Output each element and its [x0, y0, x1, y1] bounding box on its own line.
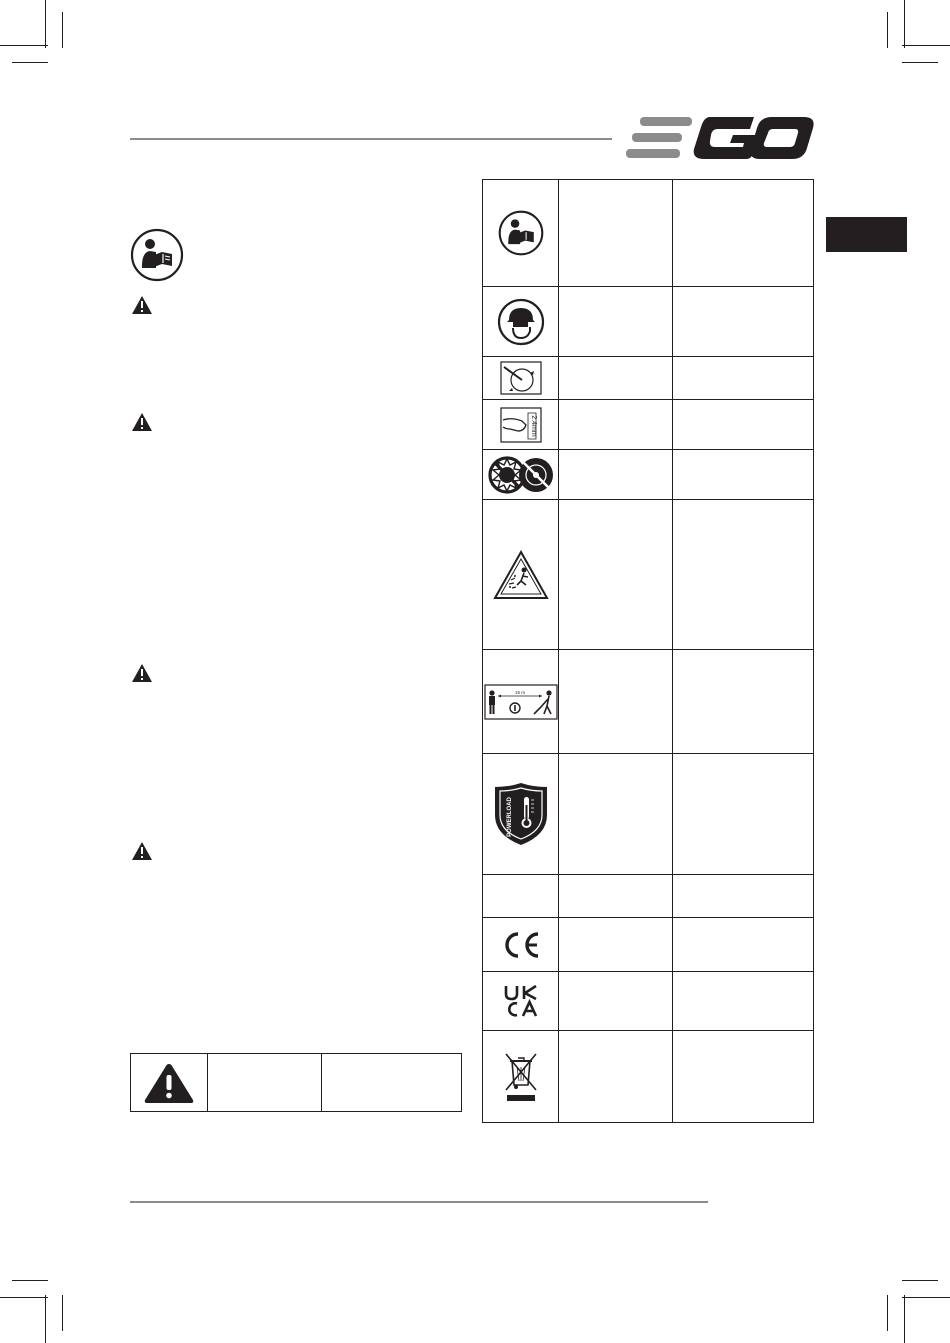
symbol-table — [482, 179, 814, 1123]
hazard-description — [322, 1054, 462, 1112]
head-eye-protection-icon — [483, 298, 558, 346]
table-row — [483, 357, 814, 400]
cutting-rotation-direction-icon — [483, 361, 558, 395]
warning-triangle-icon — [131, 663, 153, 683]
hazard-signal-word — [208, 1054, 322, 1112]
weee-crossed-bin-icon — [483, 1051, 558, 1103]
header-rule — [130, 138, 612, 140]
symbol-meaning — [673, 972, 814, 1031]
hazard-level-table — [130, 1053, 462, 1112]
symbol-meaning — [673, 400, 814, 450]
bystander-distance-label: 15 m — [514, 689, 525, 695]
powerload-thermal-protection-icon — [483, 781, 558, 847]
table-row — [483, 875, 814, 918]
symbol-name — [559, 875, 673, 918]
read-manual-icon — [483, 210, 558, 256]
table-row — [483, 918, 814, 972]
footer-rule — [130, 1201, 708, 1203]
symbol-meaning — [673, 450, 814, 500]
symbol-name — [559, 500, 673, 650]
table-row — [483, 500, 814, 650]
table-row — [483, 650, 814, 754]
symbol-meaning — [673, 918, 814, 972]
symbol-meaning — [673, 1031, 814, 1123]
symbol-name — [559, 357, 673, 400]
symbol-name — [559, 180, 673, 287]
ce-mark-icon — [483, 930, 558, 960]
ego-logo — [626, 115, 814, 161]
warning-triangle-icon — [131, 412, 153, 432]
read-manual-icon — [130, 228, 184, 282]
table-row — [483, 287, 814, 357]
symbol-name — [559, 754, 673, 875]
warning-triangle-icon — [131, 841, 153, 861]
language-tab — [826, 217, 907, 252]
symbol-meaning — [673, 180, 814, 287]
symbol-meaning — [673, 650, 814, 754]
empty-icon-cell — [483, 875, 559, 918]
table-row — [483, 180, 814, 287]
symbol-name — [559, 1031, 673, 1123]
powerload-label: POWERLOAD — [506, 797, 513, 837]
warning-triangle-icon — [131, 1062, 207, 1104]
symbol-meaning — [673, 875, 814, 918]
hazard-icon-cell — [131, 1054, 208, 1112]
table-row — [483, 754, 814, 875]
line-diameter-icon — [483, 407, 558, 443]
table-row — [483, 1031, 814, 1123]
symbol-name — [559, 650, 673, 754]
table-row — [483, 450, 814, 500]
symbol-meaning — [673, 357, 814, 400]
symbol-name — [559, 972, 673, 1031]
symbol-meaning — [673, 287, 814, 357]
table-row — [483, 400, 814, 450]
symbol-name — [559, 287, 673, 357]
table-row — [483, 972, 814, 1031]
keep-bystanders-away-icon — [483, 684, 558, 720]
ukca-mark-icon — [483, 984, 558, 1018]
symbol-meaning — [673, 754, 814, 875]
warning-triangle-icon — [131, 295, 153, 315]
symbol-name — [559, 400, 673, 450]
symbol-name — [559, 450, 673, 500]
symbol-meaning — [673, 500, 814, 650]
line-diameter-label: 2.4mm — [529, 414, 537, 437]
symbol-name — [559, 918, 673, 972]
thrown-objects-warning-icon — [483, 550, 558, 600]
no-metal-blades-icon — [483, 455, 558, 495]
